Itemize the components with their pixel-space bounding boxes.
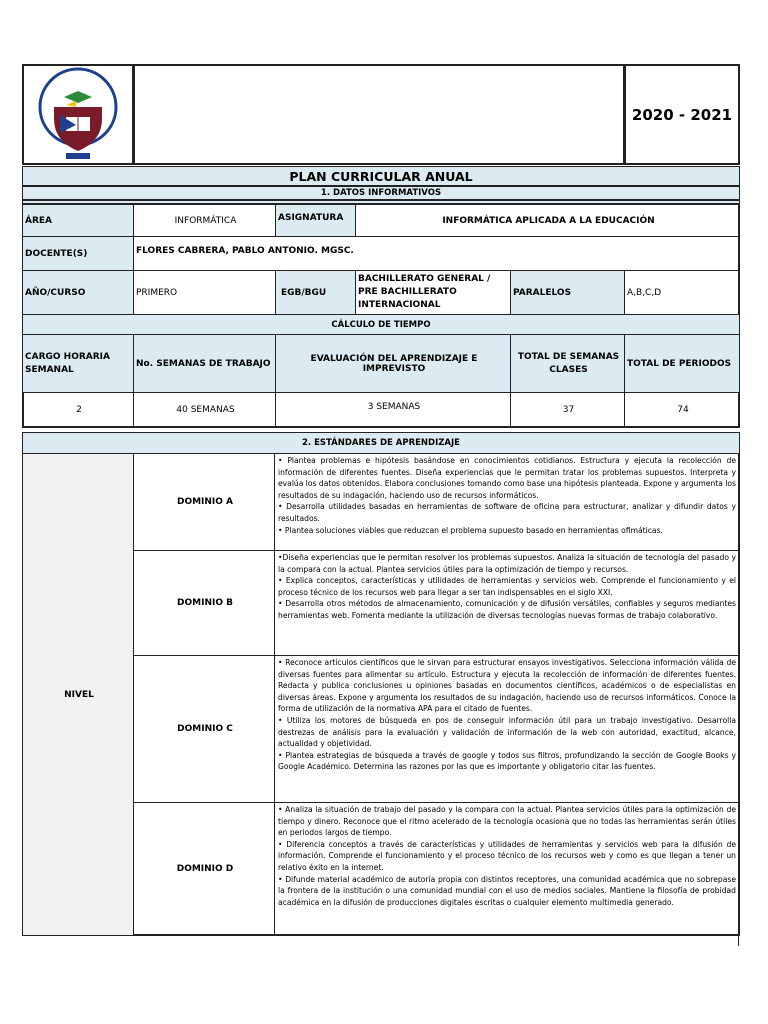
tiempo-header-cargo (22, 334, 134, 393)
docente-value-text: FLORES CABRERA, PABLO ANTONIO. MGSC. (136, 246, 354, 256)
egb-value-text: BACHILLERATO GENERAL / PRE BACHILLERATO INTERNACIONAL (358, 274, 491, 310)
tiempo-value-cargo (22, 392, 134, 428)
docente-label (22, 236, 134, 271)
dominio-text-body: • Reconoce artículos científicos que le sirvan para estructurar ensayos investigativos. Selecciona información válida de diversas fuentes para alimentar su artículo. Estructura y ejecuta la recolección de información de diferentes fuentes. Redacta y publica conclusiones u opiniones basadas en documentos científicos, académicos o de especialistas en diversas áreas. Expone y argumenta los resultados de su indagación, haciendo uso de recursos informáticos. Conoce la forma de utilización de la normativa APA para el citado de fuentes. • Utiliza los motores de búsqueda en pos de conseguir información útil para un trabajo investigativo. Desarrolla destrezas de análisis para la evaluación y validación de información de la web con autoridad, exactitud, alcance, actualidad y objetividad. • Plantea estrategias de búsqueda a través de google y todos sus filtros, profundizando la sección de Google Books y Google Académico. Determina las razones por las que es importante y obligatorio citar las fuentes. (278, 658, 736, 772)
curso-label (22, 270, 134, 315)
estandares-title-text: 2. ESTÁNDARES DE APRENDIZAJE (302, 438, 460, 448)
estandares-title (22, 432, 740, 454)
section-datos-text: 1. DATOS INFORMATIVOS (320, 188, 442, 198)
docente-label-text: DOCENTE(S) (25, 248, 88, 259)
asignatura-value (355, 204, 740, 237)
tiempo-value-evaluacion (275, 392, 511, 428)
tiempo-header-text: EVALUACIÓN DEL APRENDIZAJE E IMPREVISTO (310, 353, 478, 374)
tiempo-value-text: 3 SEMANAS (367, 402, 421, 412)
dominio-text-body: • Analiza la situación de trabajo del pasado y la compara con la actual. Plantea servicios útiles para la optimización de tiempo y dinero. Reconoce que el ritmo acelerado de la tecnología ocasiona que no todas las herramientas serán útiles en periodos largos de tiempo. • Diferencia conceptos a través de características y utilidades de herramientas y servicios web para la difusión de información. Comprende el funcionamiento y el proceso técnico de los recursos web y como es que llegan a tener un relativo éxito en la internet. • Difunde material académico de autoría propia con distintos receptores, una comunidad académica que no sobrepase la frontera de la institución o una comunidad mundial con el uso de medios sociales. Mantiene la filosofía de probidad académica en la difusión de producciones digitales escritas o cualquier elemento multimedia generado. (278, 805, 736, 907)
tiempo-value-text: 40 SEMANAS (176, 405, 235, 415)
dominio-label-text: DOMINIO D (176, 864, 234, 874)
egb-label (275, 270, 356, 315)
school-year-text: 2020 - 2021 (631, 105, 733, 124)
dominio-text (274, 802, 740, 936)
area-label-text: ÁREA (25, 215, 53, 226)
tiempo-header-total-periodos (624, 334, 740, 393)
tiempo-header-total-semanas (510, 334, 625, 393)
asignatura-value-text: INFORMÁTICA APLICADA A LA EDUCACIÓN (442, 215, 655, 226)
dominio-text (274, 453, 740, 551)
paralelos-label (510, 270, 625, 315)
docente-value (133, 236, 740, 271)
school-crest-icon (36, 67, 120, 163)
curso-value-text: PRIMERO (136, 287, 178, 298)
section-datos-informativos (22, 186, 740, 200)
header-blank (133, 64, 625, 165)
dominio-label (133, 550, 275, 656)
logo-cell (22, 64, 134, 165)
area-value (133, 204, 276, 237)
asignatura-label-text: ASIGNATURA (278, 213, 344, 223)
tiempo-value-text: 2 (76, 405, 82, 415)
paralelos-value (624, 270, 740, 315)
tiempo-header-evaluacion (275, 334, 511, 393)
tiempo-header-semanas (133, 334, 276, 393)
dominio-text (274, 655, 740, 803)
dominio-label-text: DOMINIO C (177, 724, 233, 734)
area-value-text: INFORMÁTICA (174, 215, 237, 226)
nivel-label-text: NIVEL (64, 689, 94, 700)
tiempo-value-total-periodos (624, 392, 740, 428)
dominio-text-body: •Diseña experiencias que le permitan resolver los problemas supuestos. Analiza la situación de tecnología del pasado y la compara con la actual. Plantea servicios útiles para la optimización de tiempo y recursos. • Explica conceptos, características y utilidades de herramientas y servicios web. Comprende el funcionamiento y el proceso técnico de los recursos web para llegar a ser tan indispensables en el siglo XXI. • Desarrolla otros métodos de almacenamiento, comunicación y de difusión versátiles, confiables y seguros mediantes herramientas web. Fomenta mediante la utilización de diversas tecnologías nuevas formas de trabajo colaborativo. (278, 553, 736, 620)
area-label (22, 204, 134, 237)
tiempo-value-text: 74 (677, 405, 689, 415)
curso-label-text: AÑO/CURSO (25, 287, 86, 298)
tiempo-header-text: TOTAL DE SEMANAS CLASES (517, 351, 620, 375)
tiempo-value-semanas (133, 392, 276, 428)
dominio-text-body: • Plantea problemas e hipótesis basándose en conocimientos cotidianos. Estructura y ejecuta la recolección de información de diferentes fuentes. Diseña experiencias que le permitan tratar los problemas supuestos. Interpreta y evalúa los datos obtenidos. Elabora conclusiones tomando como base una hipótesis planteada. Expone y argumenta los resultados de su indagación, haciendo uso de recursos informáticos. • Desarrolla utilidades basadas en herramientas de software de oficina para estructurar, analizar y difundir datos y resultados. • Plantea soluciones viables que reduzcan el problema supuesto basado en herramientas ofimáticas. (278, 456, 737, 535)
tiempo-header-text: No. SEMANAS DE TRABAJO (136, 358, 271, 369)
page-title-text: PLAN CURRICULAR ANUAL (289, 168, 473, 184)
tiempo-title (22, 314, 740, 335)
tiempo-header-text: CARGO HORARIA SEMANAL (25, 351, 110, 375)
tiempo-header-text: TOTAL DE PERIODOS (627, 358, 732, 369)
curso-value (133, 270, 276, 315)
paralelos-value-text: A,B,C,D (627, 287, 662, 298)
dominio-label (133, 802, 275, 936)
asignatura-label (275, 204, 356, 237)
egb-label-text: EGB/BGU (281, 287, 327, 298)
edge-line (738, 936, 739, 946)
page-title (22, 166, 740, 186)
nivel-label (22, 453, 134, 936)
school-year (624, 64, 740, 165)
dominio-label (133, 453, 275, 551)
paralelos-label-text: PARALELOS (513, 287, 572, 298)
tiempo-value-total-semanas (510, 392, 625, 428)
dominio-label-text: DOMINIO A (176, 497, 234, 507)
dominio-label (133, 655, 275, 803)
tiempo-title-text: CÁLCULO DE TIEMPO (331, 319, 431, 330)
egb-value (355, 270, 511, 315)
tiempo-value-text: 37 (562, 405, 575, 415)
dominio-label-text: DOMINIO B (177, 598, 233, 608)
dominio-text (274, 550, 740, 656)
